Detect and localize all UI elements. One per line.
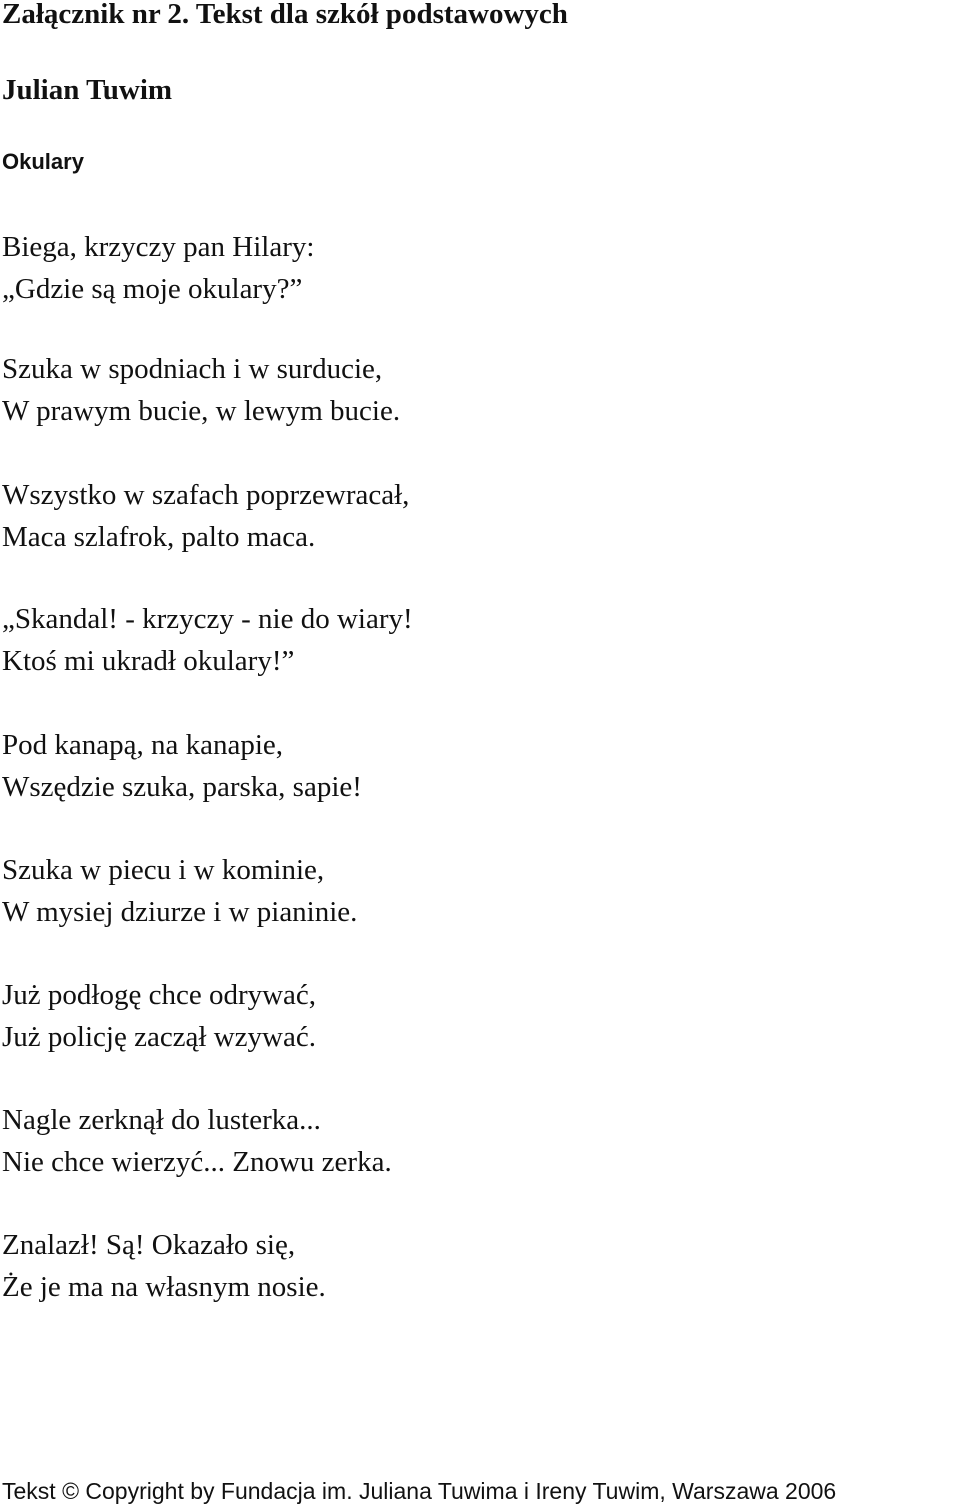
poem-line: W mysiej dziurze i w pianinie. [2,896,358,928]
poem-title: Okulary [2,149,84,174]
poem-line: Biega, krzyczy pan Hilary: [2,231,315,263]
stanza [2,226,314,310]
poem-line: „Skandal! - krzyczy - nie do wiary! [2,603,413,635]
stanza [2,849,357,933]
stanza [2,724,362,808]
stanza [2,474,409,558]
poem-line: Ktoś mi ukradł okulary!” [2,645,295,677]
author-name: Julian Tuwim [2,74,173,106]
stanza [2,348,400,432]
poem-line: Maca szlafrok, palto maca. [2,521,316,553]
copyright-footer: Tekst © Copyright by Fundacja im. Juliana Tuwima i Ireny Tuwim, Warszawa 2006 [2,1478,837,1504]
poem-line: W prawym bucie, w lewym bucie. [2,395,401,427]
stanza [2,1099,392,1183]
stanza [2,974,316,1058]
poem-line: Wszędzie szuka, parska, sapie! [2,771,362,803]
poem-line: Pod kanapą, na kanapie, [2,729,284,761]
poem-line: Szuka w spodniach i w surducie, [2,353,383,385]
poem-line: Wszystko w szafach poprzewracał, [2,479,410,511]
poem-line: Nie chce wierzyć... Znowu zerka. [2,1146,392,1178]
poem-line: Już podłogę chce odrywać, [2,979,317,1011]
poem-line: Już policję zaczął wzywać. [2,1021,316,1053]
poem-line: Szuka w piecu i w kominie, [2,854,325,886]
poem-line: Że je ma na własnym nosie. [2,1271,326,1303]
poem-line: „Gdzie są moje okulary?” [2,273,303,305]
stanza [2,1224,326,1308]
poem-line: Znalazł! Są! Okazało się, [2,1229,296,1261]
poem-line: Nagle zerknął do lusterka... [2,1104,321,1136]
stanza [2,598,413,682]
document-header: Załącznik nr 2. Tekst dla szkół podstawowych [2,0,568,30]
